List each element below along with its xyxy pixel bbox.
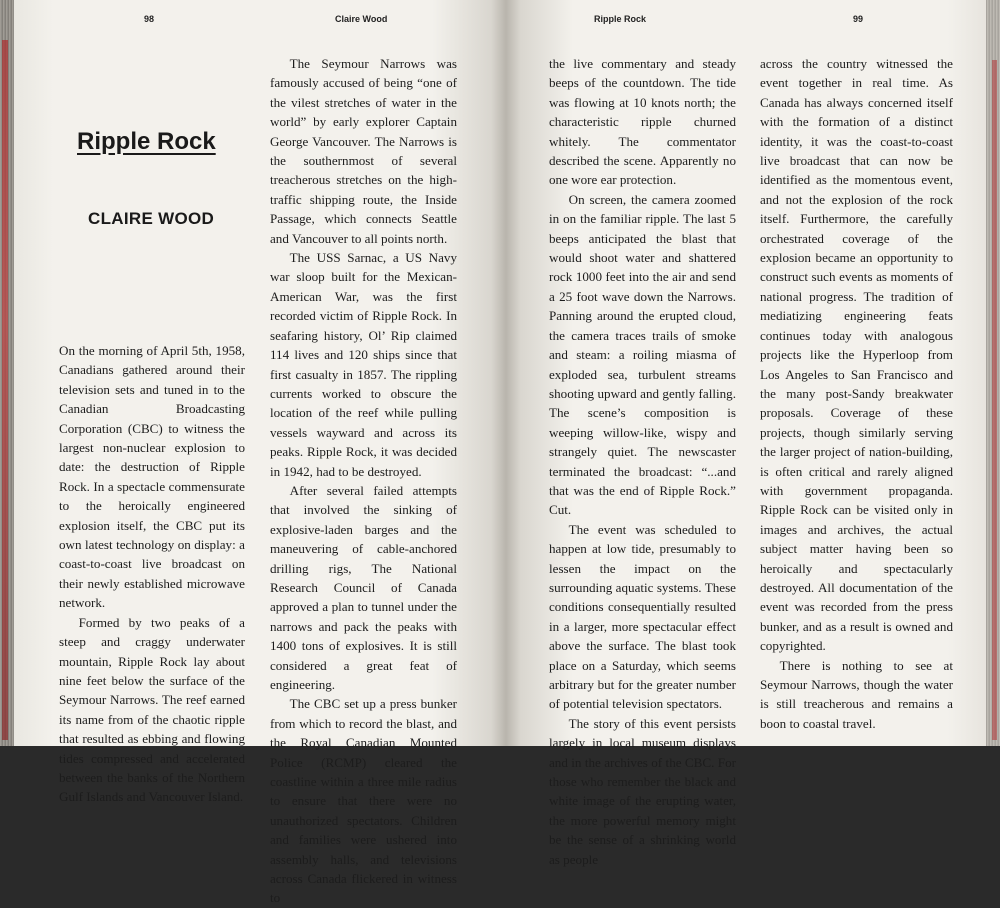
right-column-2	[760, 54, 953, 733]
paragraph: The USS Sarnac, a US Navy war sloop built for the Mexican-American War, was the first recorded victim of Ripple Rock. In seafaring history, Ol’ Rip claimed 114 lives and 120 ships since that first casualty in 1857. The rippling currents worked to obscure the location of the reef while pulling vessels wayward and across its peaks. Ripple Rock, it was decided in 1942, had to be destroyed.	[270, 250, 457, 479]
paragraph: On the morning of April 5th, 1958, Canadians gathered around their television sets and tuned in to the Canadian Broadcasting Corporation (CBC) to witness the largest non-nuclear explosion to date: the destruction of Ripple Rock. In a spectacle commensurate to the heroically engineered explosion itself, the CBC put its own latest technology on display: a coast-to-coast live broadcast on their newly established microwave network.	[59, 343, 245, 611]
paragraph: The event was scheduled to happen at low tide, presumably to lessen the impact on the surrounding aquatic systems. These conditions consequentially resulted in a larger, more spectacular effect above the surface. The blast took place on a Saturday, which seems arbitrary but for the greater number of potential television spectators.	[549, 521, 736, 712]
right-column-1	[549, 54, 736, 869]
running-header: Claire Wood	[335, 14, 388, 24]
paragraph: The story of this event persists largely in local museum displays and in the archives of the CBC. For those who remember the black and white image of the erupting water, the more powerful memory might be the sense of a shrinking world as people	[549, 715, 736, 867]
left-page	[14, 0, 506, 906]
paragraph: the live commentary and steady beeps of the countdown. The tide was flowing at 10 knots north; the characteristic ripple churned whitely. The commentator described the scene. Apparently no one wore ear protection.	[549, 56, 736, 188]
paragraph: After several failed attempts that involved the sinking of explosive-laden barges and the maneuvering of cable-anchored drilling rigs, The National Research Council of Canada approved a plan to tunnel under the narrows and pack the peaks with 1400 tons of explosives. It is still considered a great feat of engineering.	[270, 482, 457, 692]
right-page	[506, 0, 986, 867]
paragraph: On screen, the camera zoomed in on the familiar ripple. The last 5 beeps anticipated the blast that would shoot water and shattered rock 1000 feet into the air and send a 25 foot wave down the Narrows. Panning around the erupted cloud, the camera traces trails of smoke and steam: a roiling miasma of exploded sea, turbulent streams shooting upward and gently falling. The scene’s composition is weeping willow-like, wispy and strangely quiet. The newscaster terminated the broadcast: “...and that was the end of Ripple Rock.” Cut.	[549, 191, 736, 518]
left-column-1	[59, 341, 245, 807]
right-page-edges	[984, 0, 1000, 746]
paragraph: The CBC set up a press bunker from which to record the blast, and the Royal Canadian Mounted Police (RCMP) cleared the coastline within a three mile radius to ensure that there were no unauthorized spectators. Children and families were ushered into assembly halls, and televisions across Canada flickered in witness to	[270, 696, 457, 906]
red-edge-stain	[2, 40, 8, 740]
author-name: CLAIRE WOOD	[88, 209, 215, 228]
paragraph: There is nothing to see at Seymour Narrows, though the water is still treacherous and remains a boon to coastal travel.	[760, 657, 953, 731]
paragraph: The Seymour Narrows was famously accused of being “one of the vilest stretches of water in the world” by early explorer Captain George Vancouver. The Narrows is the southernmost of several treacherous stretches on the high-traffic shipping route, the Inside Passage, which connects Seattle and Vancouver to all points north.	[270, 56, 457, 246]
page-number: 99	[853, 14, 864, 24]
red-edge-stain	[992, 60, 997, 740]
paragraph: Formed by two peaks of a steep and craggy underwater mountain, Ripple Rock lay about nine feet below the surface of the Seymour Narrows. The reef earned its name from of the chaotic ripple that resulted as ebbing and flowing tides compressed and accelerated between the banks of the Northern Gulf Islands and Vancouver Island.	[59, 614, 245, 805]
paragraph: across the country witnessed the event together in real time. As Canada has always concerned itself with the formation of a distinct identity, it was the coast-to-coast live broadcast that can now be identified as the momentous event, and not the explosion of the rock itself. Furthermore, the carefully orchestrated coverage of the explosion became an opportunity to construct such events as moments of national progress. The tradition of mediatizing engineering feats continues today with analogous projects like the Hyperloop from Los Angeles to San Francisco and the many post-Sandy breakwater proposals. Coverage of these projects, though similarly serving the larger project of nation-building, is often critical and rarely aligned with government propaganda. Ripple Rock can be visited only in images and archives, the actual subject matter having been so heroically and spectacularly destroyed. All documentation of the event was recorded from the press bunker, and as a result is owned and copyrighted.	[760, 56, 953, 654]
article-title: Ripple Rock	[77, 128, 216, 155]
running-header: Ripple Rock	[594, 14, 647, 24]
left-column-2	[270, 54, 457, 908]
page-number: 98	[144, 14, 155, 24]
